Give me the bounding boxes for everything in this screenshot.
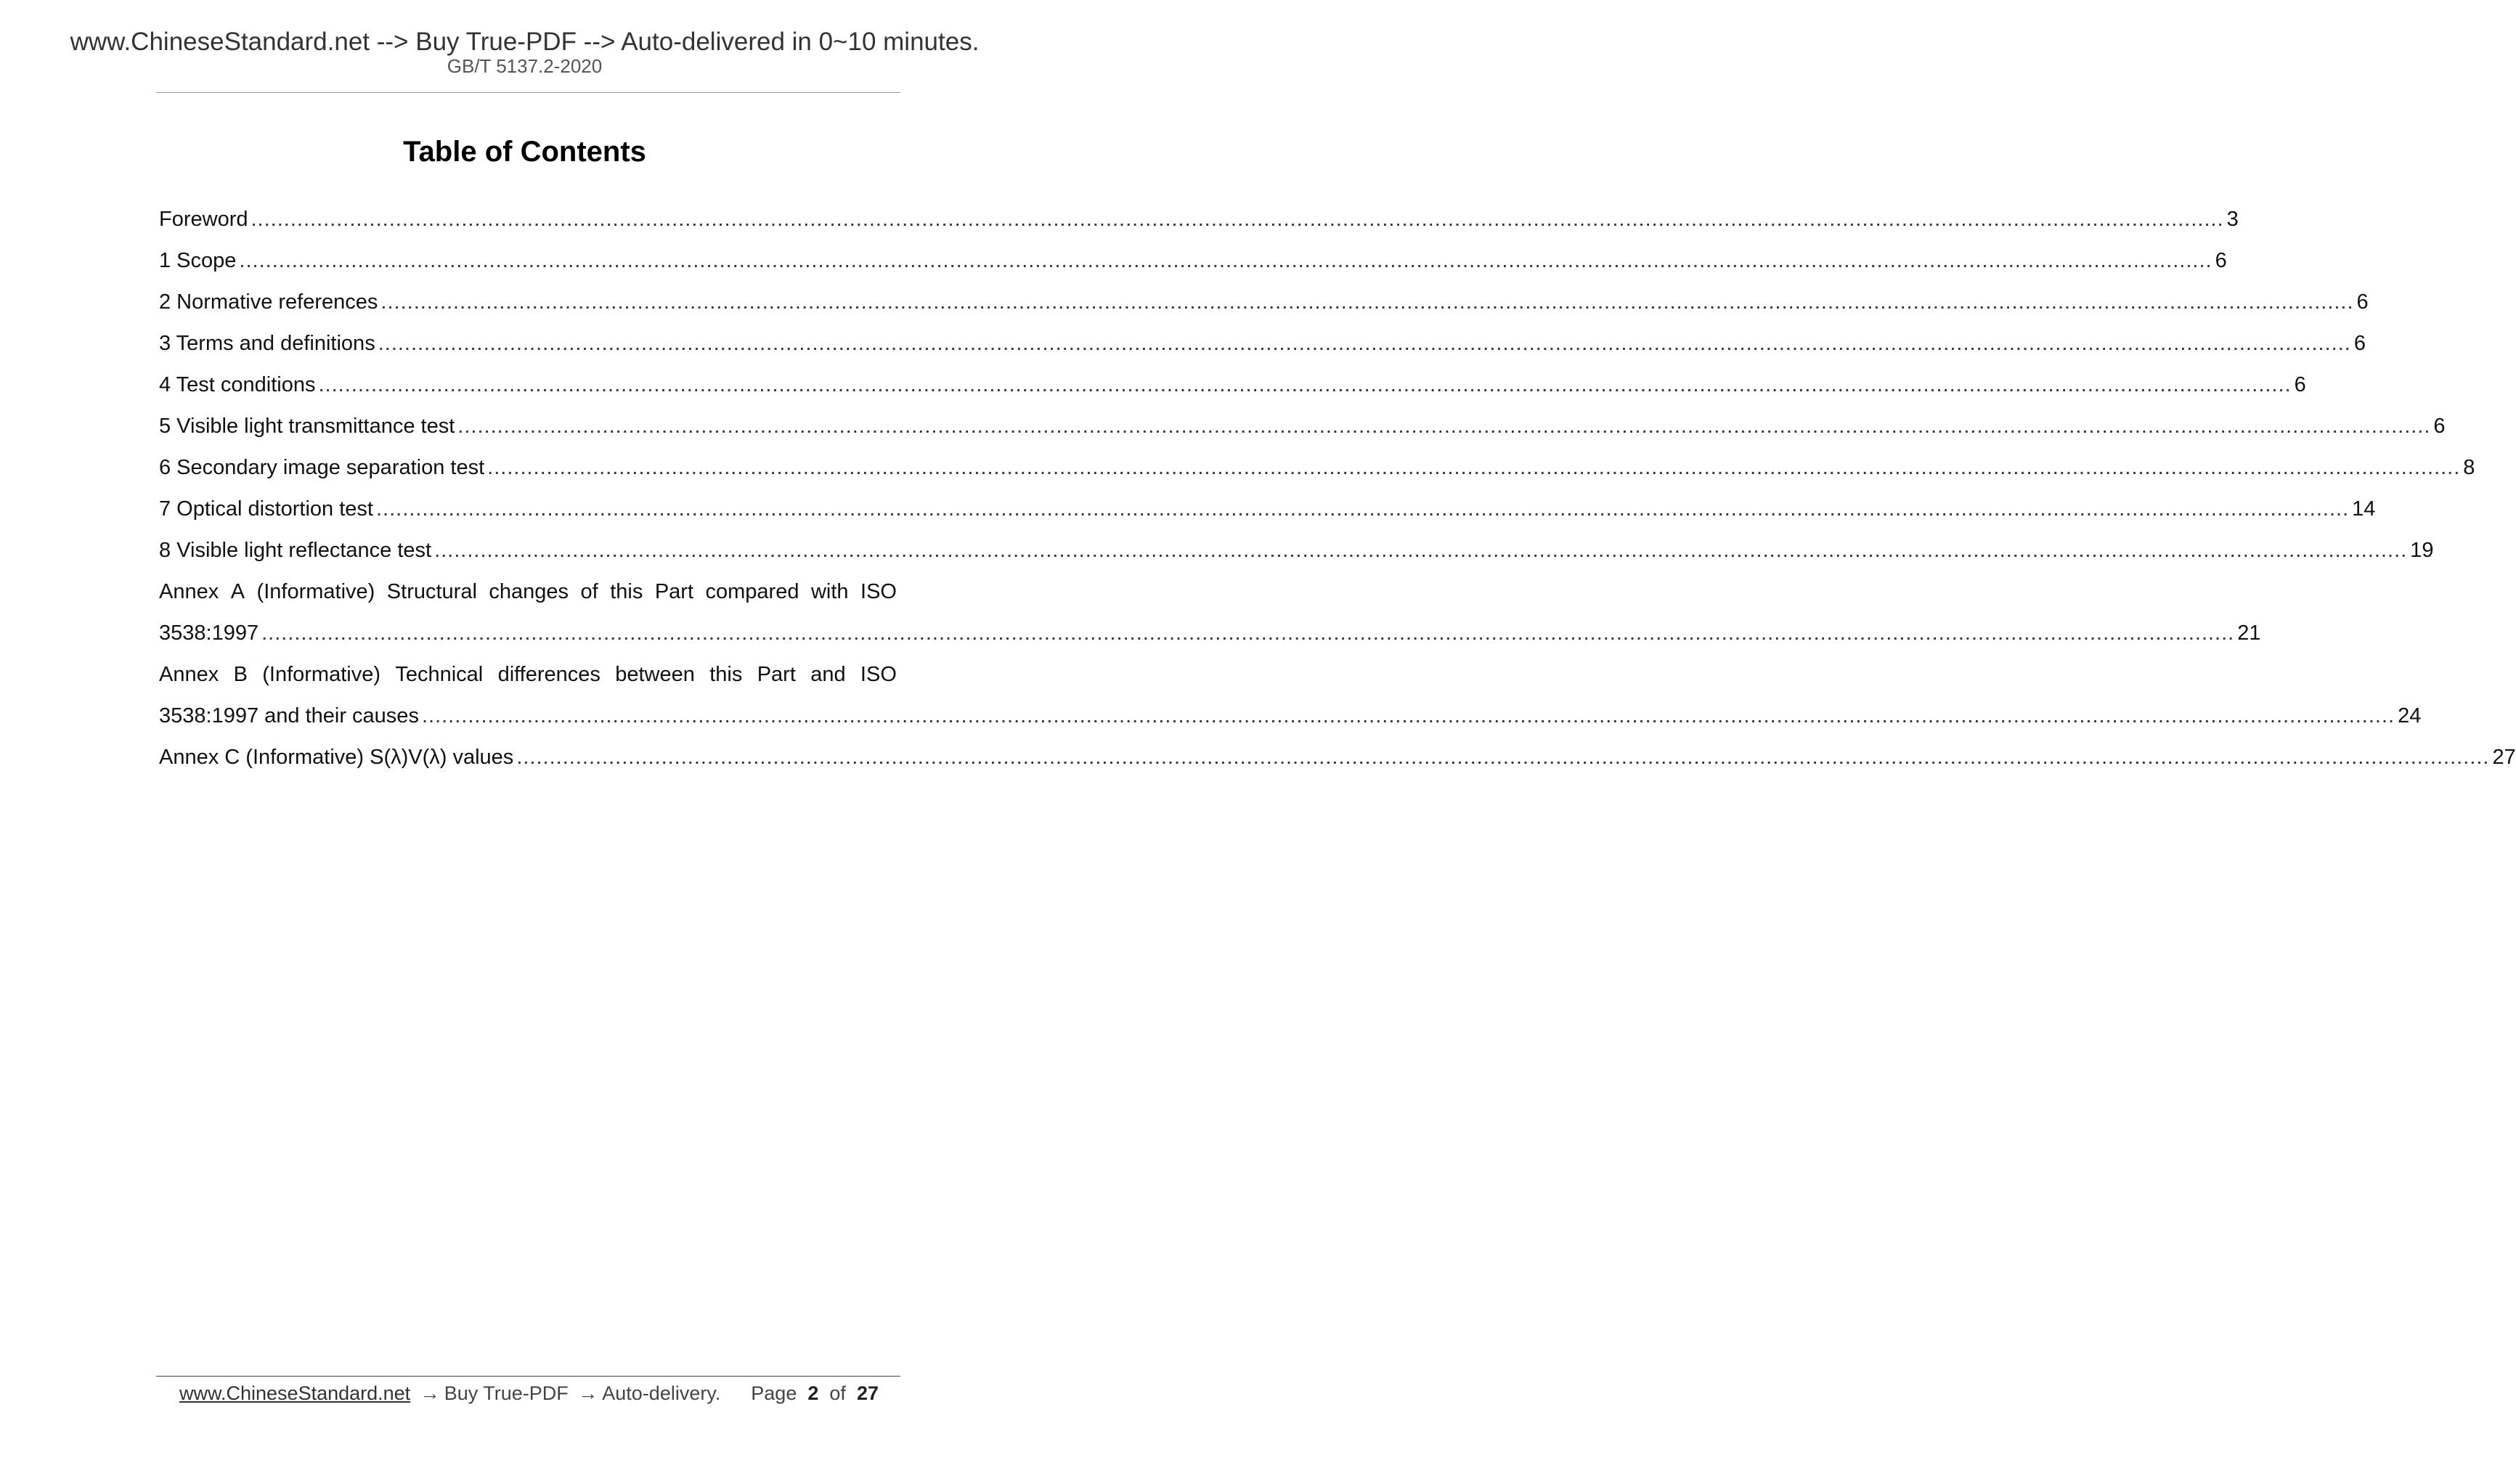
toc-leader-dots: ............................................................................................................................................................................................................................................................................................................: [251, 208, 2224, 231]
page-of-label: of: [829, 1382, 846, 1404]
right-arrow-icon: →: [578, 1382, 598, 1404]
toc-leader-dots: ............................................................................................................................................................................................................................................................................................................: [457, 415, 2431, 438]
page-total: 27: [856, 1382, 879, 1404]
toc-entry-text: 7 Optical distortion test: [159, 497, 373, 521]
table-of-contents: [159, 199, 2516, 778]
toc-entry-text: 1 Scope: [159, 249, 237, 272]
toc-entry-page: 6: [2294, 373, 2306, 396]
toc-entry-page: 6: [2433, 415, 2446, 438]
page-current: 2: [807, 1382, 819, 1404]
toc-word: Technical: [395, 663, 484, 686]
toc-entry-page: 24: [2398, 704, 2422, 727]
toc-word: differences: [497, 663, 600, 686]
toc-word: with: [810, 580, 849, 603]
toc-entry-page: 27: [2492, 746, 2516, 769]
page-label: Page: [751, 1382, 797, 1404]
toc-word: of: [580, 580, 598, 603]
toc-word: and: [810, 663, 846, 686]
toc-entry[interactable]: [159, 199, 2239, 240]
toc-word: B: [233, 663, 248, 686]
document-code: GB/T 5137.2-2020: [447, 55, 603, 77]
toc-entry-page: 6: [2356, 290, 2369, 314]
footer-divider: [156, 1376, 900, 1377]
toc-entry-text: 6 Secondary image separation test: [159, 456, 485, 479]
toc-word: (Informative): [262, 663, 380, 686]
toc-entry[interactable]: [159, 282, 2369, 323]
toc-entry-text: 8 Visible light reflectance test: [159, 539, 432, 562]
toc-entry-page: 19: [2410, 539, 2434, 562]
toc-entry-text: 5 Visible light transmittance test: [159, 415, 455, 438]
toc-leader-dots: ............................................................................................................................................................................................................................................................................................................: [261, 621, 2235, 645]
toc-entry-page: 21: [2237, 621, 2261, 645]
toc-word: ISO: [860, 663, 897, 686]
toc-word: Annex: [159, 580, 219, 603]
toc-word: changes: [489, 580, 569, 603]
toc-entry-page: 6: [2353, 332, 2366, 355]
toc-word: compared: [705, 580, 799, 603]
toc-entry[interactable]: [159, 323, 2366, 364]
toc-leader-dots: ............................................................................................................................................................................................................................................................................................................: [380, 290, 2354, 314]
footer-delivery-text: Auto-delivery.: [602, 1382, 721, 1404]
toc-word: between: [615, 663, 695, 686]
toc-entry[interactable]: [159, 406, 2446, 447]
toc-word: this: [610, 580, 643, 603]
toc-word: Part: [654, 580, 694, 603]
toc-entry-annex-b[interactable]: [159, 696, 2422, 737]
toc-word: Annex: [159, 663, 219, 686]
toc-word: Structural: [386, 580, 477, 603]
toc-leader-dots: ............................................................................................................................................................................................................................................................................................................: [434, 539, 2408, 562]
toc-entry-text: 4 Test conditions: [159, 373, 316, 396]
toc-word: A: [230, 580, 245, 603]
toc-entry-page: 6: [2215, 249, 2227, 272]
toc-entry[interactable]: [159, 530, 2434, 571]
toc-leader-dots: ............................................................................................................................................................................................................................................................................................................: [375, 497, 2350, 521]
header-divider: [156, 92, 900, 93]
toc-entry-page: 14: [2352, 497, 2376, 521]
toc-leader-dots: ............................................................................................................................................................................................................................................................................................................: [378, 332, 2351, 355]
toc-entry[interactable]: [159, 364, 2306, 406]
toc-leader-dots: ............................................................................................................................................................................................................................................................................................................: [318, 373, 2292, 396]
footer-buy-text: Buy True-PDF: [444, 1382, 569, 1404]
toc-leader-dots: ............................................................................................................................................................................................................................................................................................................: [421, 704, 2395, 727]
toc-annex-a-line1[interactable]: [159, 571, 897, 613]
toc-word: ISO: [860, 580, 897, 603]
toc-entry-annex-a[interactable]: [159, 613, 2261, 654]
toc-entry-page: 3: [2226, 208, 2239, 231]
page-footer: [179, 1379, 891, 1408]
page-number: [751, 1379, 879, 1408]
toc-entry[interactable]: [159, 447, 2475, 489]
toc-entry[interactable]: [159, 489, 2376, 530]
toc-entry-text: 3 Terms and definitions: [159, 332, 375, 355]
toc-entry-text: 3538:1997 and their causes: [159, 704, 419, 727]
toc-title: Table of Contents: [403, 136, 646, 168]
toc-entry[interactable]: [159, 240, 2227, 282]
toc-entry-text: Foreword: [159, 208, 248, 231]
toc-word: (Informative): [256, 580, 375, 603]
toc-leader-dots: ............................................................................................................................................................................................................................................................................................................: [487, 456, 2461, 479]
site-banner: www.ChineseStandard.net --> Buy True-PDF --> Auto-delivered in 0~10 minutes.: [70, 28, 980, 56]
toc-entry-page: 8: [2463, 456, 2475, 479]
toc-entry-text: 3538:1997: [159, 621, 259, 645]
toc-entry-annex-c[interactable]: [159, 737, 2516, 778]
toc-word: Part: [757, 663, 796, 686]
toc-entry-text: Annex C (Informative) S(λ)V(λ) values: [159, 746, 514, 769]
toc-annex-b-line1[interactable]: [159, 654, 897, 696]
toc-word: this: [709, 663, 743, 686]
right-arrow-icon: →: [420, 1382, 440, 1404]
toc-leader-dots: ............................................................................................................................................................................................................................................................................................................: [239, 249, 2212, 272]
footer-site-link[interactable]: www.ChineseStandard.net: [179, 1382, 411, 1404]
toc-leader-dots: ............................................................................................................................................................................................................................................................................................................: [516, 746, 2490, 769]
toc-entry-text: 2 Normative references: [159, 290, 378, 314]
